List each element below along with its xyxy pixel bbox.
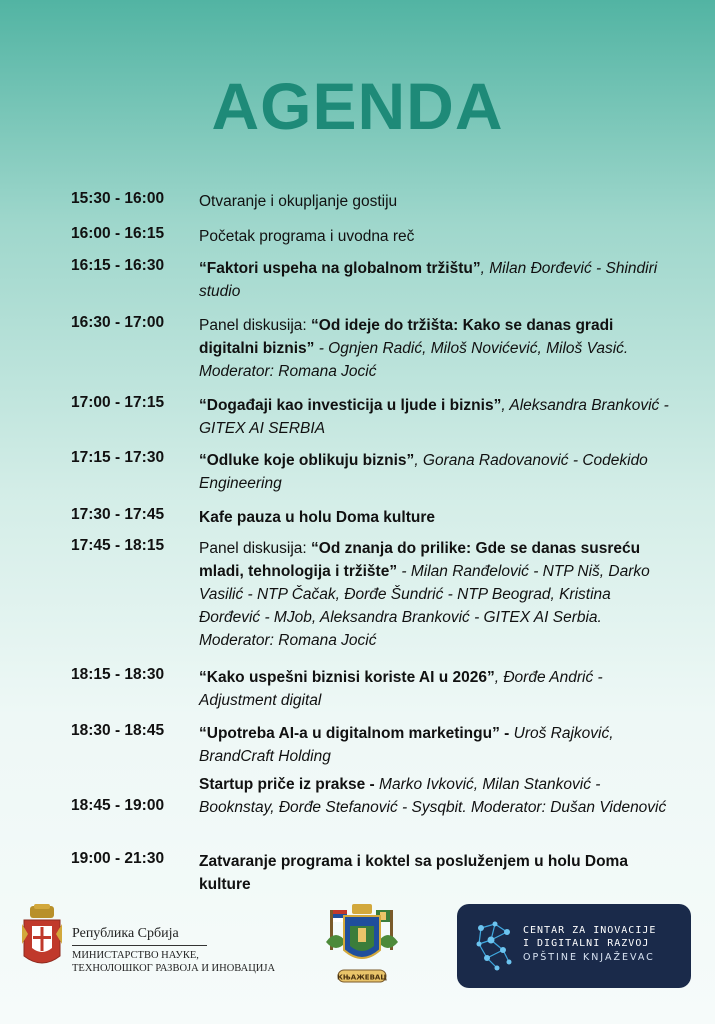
talk-speakers: - Ognjen Radić, Miloš Novićević, Miloš Vasić. Moderator: Romana Jocić — [199, 340, 629, 380]
talk-title: “Upotreba AI-a u digitalnom marketingu” - — [199, 725, 510, 742]
talk-title: “Faktori uspeha na globalnom tržištu” — [199, 260, 481, 277]
agenda-description — [199, 666, 669, 712]
agenda-time: 17:30 - 17:45 — [71, 506, 165, 523]
agenda-time: 16:00 - 16:15 — [71, 225, 165, 242]
agenda-time: 18:15 - 18:30 — [71, 666, 165, 683]
agenda-description: Otvaranje i okupljanje gostiju — [199, 193, 398, 210]
talk-title: “Događaji kao investicija u ljude i biznis” — [199, 397, 502, 414]
talk-prefix: Panel diskusija: — [199, 540, 312, 557]
agenda-time: 16:30 - 17:00 — [71, 314, 165, 331]
talk-speakers: Marko Ivković, Milan Stanković - Booknstay, Đorđe Stefanović - Sysqbit. Moderator: Dušan Videnović — [199, 776, 667, 816]
ministry-name: МИНИСТАРСТВО НАУКЕ, ТЕХНОЛОШКОГ РАЗВОЈА И ИНОВАЦИЈА — [72, 950, 276, 974]
agenda-description: Kafe pauza u holu Doma kulture — [199, 509, 435, 526]
agenda-description — [199, 773, 669, 819]
agenda-time: 16:15 - 16:30 — [71, 257, 165, 274]
talk-speakers: , Gorana Radovanović - Codekido Engineering — [199, 452, 648, 492]
talk-speakers: , Milan Đorđević - Shindiri studio — [199, 260, 658, 300]
talk-title: “Odluke koje oblikuju biznis” — [199, 452, 415, 469]
talk-title: “Od ideje do tržišta: Kako se danas gradi digitalni biznis” — [199, 317, 614, 357]
agenda-description: Zatvaranje programa i koktel sa posluženjem u holu Doma kulture — [199, 853, 628, 893]
innovation-center-logo — [457, 904, 691, 988]
agenda-description — [199, 537, 669, 652]
agenda-time: 18:45 - 19:00 — [71, 797, 165, 814]
talk-speakers: - Milan Ranđelović - NTP Niš, Darko Vasilić - NTP Čačak, Đorđe Šundrić - NTP Beograd, Kristina Đorđević - MJob, Aleksandra Branković - GITEX AI Serbia. Moderator: Romana Jocić — [199, 563, 650, 649]
innovation-center-name: CENTAR ZA INOVACIJE I DIGITALNI RAZVOJ OPŠTINE KNJAŽEVAC — [523, 925, 657, 963]
serbian-coat-of-arms-icon — [22, 904, 62, 972]
agenda-title: AGENDA — [211, 69, 504, 143]
agenda-time: 15:30 - 16:00 — [71, 190, 165, 207]
knjazevac-coat-of-arms — [316, 902, 408, 990]
agenda-description — [199, 722, 669, 768]
municipal-coat-of-arms-icon — [316, 902, 408, 990]
talk-title: Startup priče iz prakse - — [199, 776, 375, 793]
talk-speakers: , Đorđe Andrić - Adjustment digital — [199, 669, 603, 709]
talk-speakers: , Aleksandra Branković - GITEX AI SERBIA — [199, 397, 669, 437]
agenda-time: 19:00 - 21:30 — [71, 850, 165, 867]
ministry-logo — [22, 904, 302, 984]
talk-title: “Od znanja do prilike: Gde se danas susreću mladi, tehnologija i tržište” — [199, 540, 641, 580]
agenda-description: Početak programa i uvodna reč — [199, 228, 415, 245]
agenda-description — [199, 314, 669, 383]
talk-prefix: Panel diskusija: — [199, 317, 312, 334]
agenda-time: 17:45 - 18:15 — [71, 537, 165, 554]
talk-speakers: Uroš Rajković, BrandCraft Holding — [199, 725, 614, 765]
agenda-time: 17:15 - 17:30 — [71, 449, 165, 466]
agenda-description — [199, 257, 669, 303]
agenda-time: 17:00 - 17:15 — [71, 394, 165, 411]
agenda-description — [199, 394, 669, 440]
coat-of-arms-label: КЊАЖЕВАЦ — [337, 973, 387, 982]
talk-title: “Kako uspešni biznisi koriste AI u 2026” — [199, 669, 495, 686]
agenda-time: 18:30 - 18:45 — [71, 722, 165, 739]
network-globe-icon — [473, 918, 515, 974]
republic-name: Република Србија — [72, 926, 207, 946]
agenda-description — [199, 449, 669, 495]
